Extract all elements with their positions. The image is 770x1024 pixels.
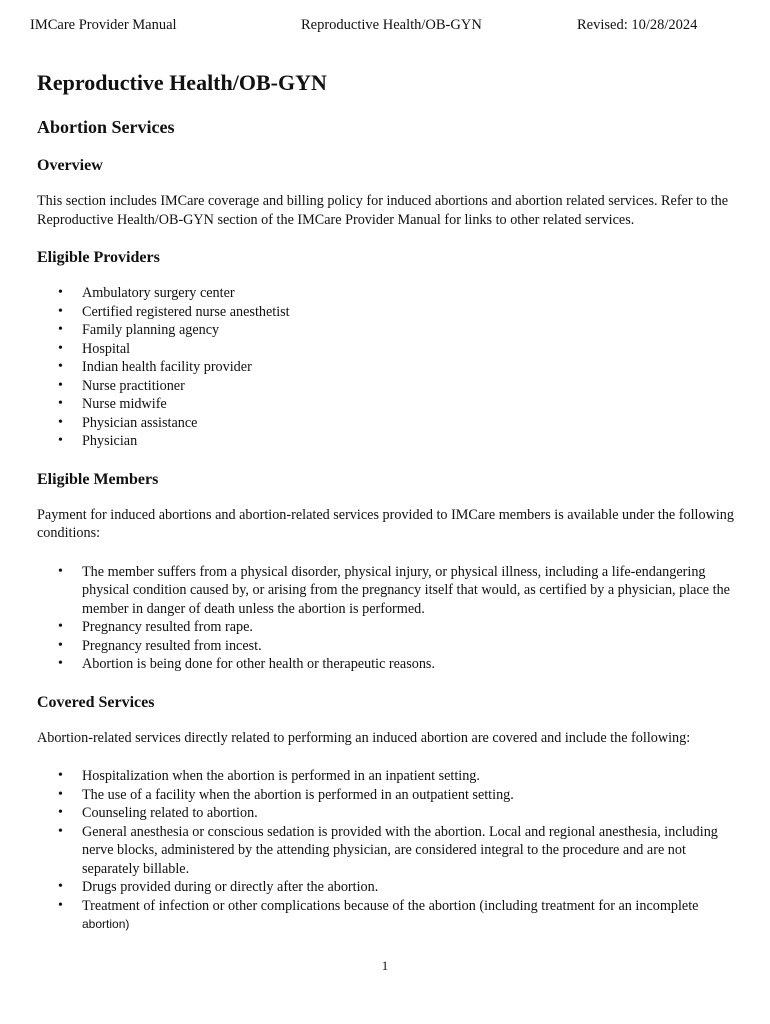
header-section-name: Reproductive Health/OB-GYN bbox=[301, 17, 482, 33]
list-item: • Certified registered nurse anesthetist bbox=[37, 303, 742, 322]
list-item: • Indian health facility provider bbox=[37, 358, 742, 377]
list-item-continuation: abortion) bbox=[82, 917, 130, 931]
section-title: Abortion Services bbox=[37, 117, 175, 137]
page-number: 1 bbox=[381, 958, 389, 973]
list-item: • Drugs provided during or directly after the abortion. bbox=[37, 878, 742, 897]
list-item: • Pregnancy resulted from incest. bbox=[37, 637, 742, 656]
eligible-members-heading: Eligible Members bbox=[37, 470, 159, 488]
list-item: • Counseling related to abortion. bbox=[37, 804, 742, 823]
list-item: • The member suffers from a physical disorder, physical injury, or physical illness, including a life-endangering physical condition caused by, or arising from the pregnancy itself that would, as certified by a physician, place the member in danger of death unless the abortion is performed. bbox=[37, 563, 742, 619]
list-item: • Hospital bbox=[37, 340, 742, 359]
header-manual-name: IMCare Provider Manual bbox=[30, 17, 177, 33]
eligible-providers-list bbox=[37, 284, 742, 451]
list-item: • Hospitalization when the abortion is performed in an inpatient setting. bbox=[37, 767, 742, 786]
list-item: • Abortion is being done for other health or therapeutic reasons. bbox=[37, 655, 742, 674]
list-item: • Nurse midwife bbox=[37, 395, 742, 414]
list-item: • Ambulatory surgery center bbox=[37, 284, 742, 303]
list-item: • The use of a facility when the abortion is performed in an outpatient setting. bbox=[37, 786, 742, 805]
covered-services-list bbox=[37, 767, 742, 934]
page-title: Reproductive Health/OB-GYN bbox=[37, 70, 327, 95]
list-item: • Family planning agency bbox=[37, 321, 742, 340]
eligible-members-intro: Payment for induced abortions and abortion-related services provided to IMCare members is available under the following conditions: bbox=[37, 506, 734, 541]
covered-services-heading: Covered Services bbox=[37, 693, 155, 711]
list-item: • Pregnancy resulted from rape. bbox=[37, 618, 742, 637]
eligible-members-list bbox=[37, 563, 742, 674]
covered-services-intro: Abortion-related services directly related to performing an induced abortion are covered and include the following: bbox=[37, 729, 691, 746]
overview-text: This section includes IMCare coverage and billing policy for induced abortions and abortion related services. Refer to the Reproductive Health/OB-GYN section of the IMCare Provider Manual for links to other related services. bbox=[37, 193, 729, 228]
list-item: • Nurse practitioner bbox=[37, 377, 742, 396]
eligible-providers-heading: Eligible Providers bbox=[37, 249, 160, 266]
list-item: • Physician assistance bbox=[37, 414, 742, 433]
header-revised-date: Revised: 10/28/2024 bbox=[577, 17, 698, 33]
document-body bbox=[37, 70, 742, 954]
overview-heading: Overview bbox=[37, 157, 103, 174]
list-item-text: Treatment of infection or other complications because of the abortion (including treatment for an incomplete bbox=[82, 897, 699, 914]
list-item: • Physician bbox=[37, 432, 742, 451]
list-item: • General anesthesia or conscious sedation is provided with the abortion. Local and regional anesthesia, including nerve blocks, administered by the attending physician, are considered integral to the procedure and are not separately billable. bbox=[37, 823, 742, 879]
list-item bbox=[37, 897, 742, 934]
